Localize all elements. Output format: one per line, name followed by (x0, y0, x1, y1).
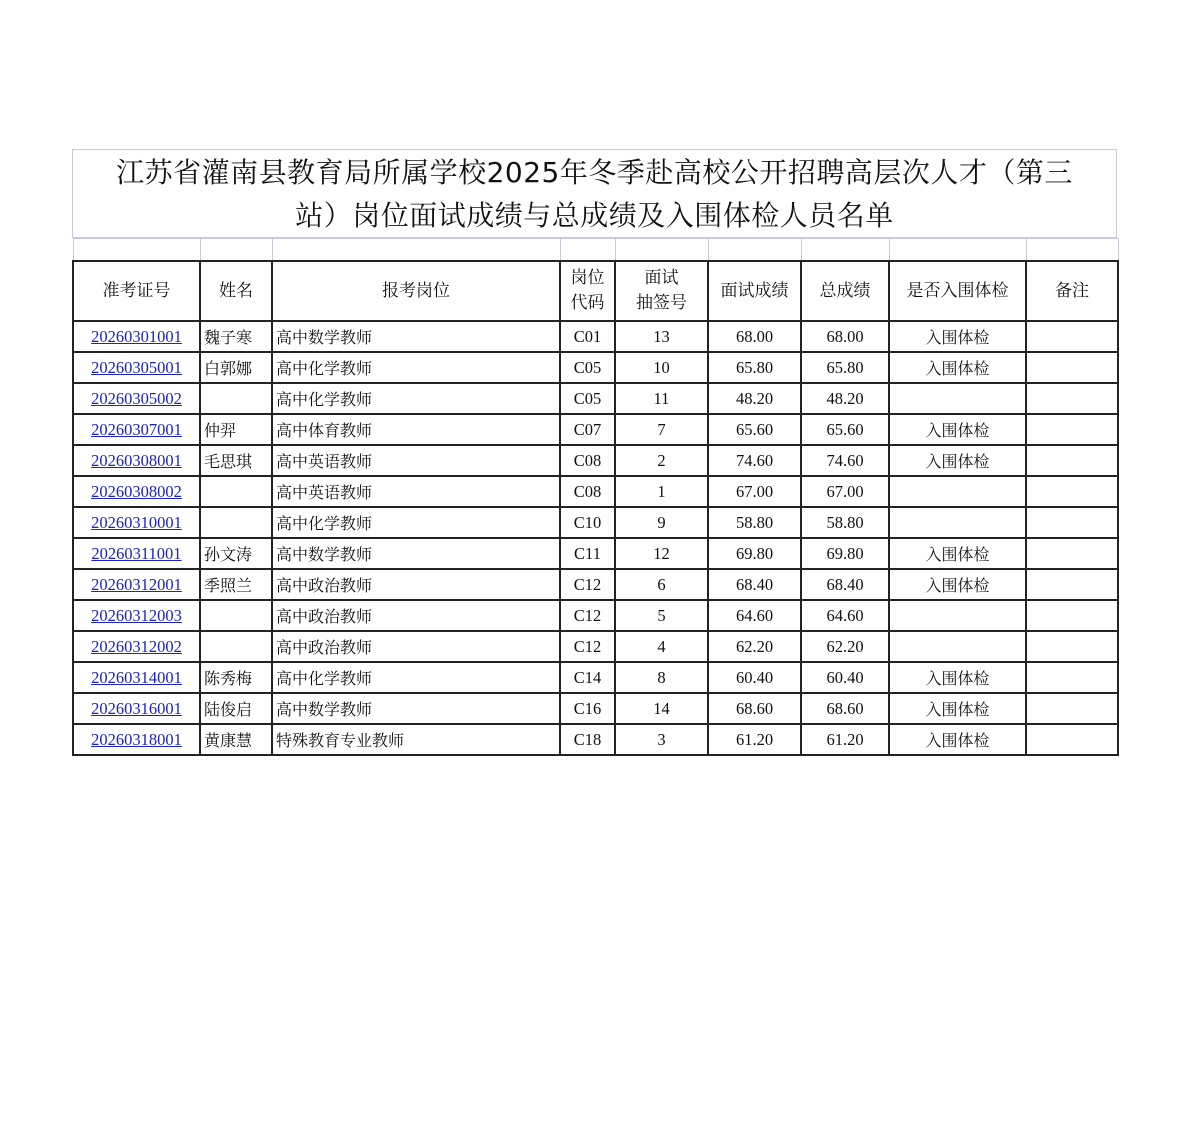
interview-score-cell (708, 724, 801, 755)
draw-number-cell (615, 724, 708, 755)
candidate-name-cell (200, 445, 272, 476)
candidate-name-cell (200, 631, 272, 662)
total-score: 74.60 (826, 450, 864, 470)
draw-number-cell (615, 445, 708, 476)
draw-number-cell (615, 662, 708, 693)
total-score-cell (801, 414, 889, 445)
interview-score-cell (708, 414, 801, 445)
exam-id-link-cell (73, 507, 200, 538)
applied-post-cell (272, 662, 560, 693)
header-interview-score: 面试成绩 (708, 261, 801, 321)
interview-score: 68.40 (735, 574, 774, 594)
remark-cell (1026, 414, 1118, 445)
candidate-name-cell (200, 507, 272, 538)
physical-exam-status-cell (889, 569, 1026, 600)
applied-post-cell (272, 631, 560, 662)
table-row (73, 445, 1118, 476)
post-code: C12 (573, 574, 602, 594)
candidate-name: 黄康慧 (204, 731, 253, 750)
post-code-cell (560, 724, 615, 755)
draw-number: 6 (657, 574, 666, 594)
candidate-name: 陆俊启 (204, 700, 253, 719)
candidate-name-cell (200, 693, 272, 724)
draw-number-cell (615, 538, 708, 569)
total-score-cell (801, 321, 889, 352)
total-score-cell (801, 724, 889, 755)
applied-post: 高中化学教师 (276, 514, 373, 533)
candidate-name: 白郭娜 (204, 359, 253, 378)
candidate-name-cell (200, 662, 272, 693)
draw-number-cell (615, 383, 708, 414)
exam-id-link-cell (73, 631, 200, 662)
table-row (73, 321, 1118, 352)
candidate-name: 魏子寒 (204, 328, 253, 347)
physical-exam-status: 入围体检 (925, 359, 990, 378)
candidate-name: 陈秀梅 (204, 669, 253, 688)
draw-number: 13 (653, 326, 670, 346)
physical-exam-status: 入围体检 (925, 328, 990, 347)
applied-post: 高中体育教师 (276, 421, 373, 440)
applied-post-cell (272, 476, 560, 507)
draw-number: 14 (653, 698, 670, 718)
total-score: 61.20 (826, 729, 864, 749)
table-row (73, 538, 1118, 569)
total-score: 65.80 (826, 357, 864, 377)
table-row (73, 662, 1118, 693)
draw-number-cell (615, 600, 708, 631)
total-score-cell (801, 600, 889, 631)
interview-score: 69.80 (735, 543, 774, 563)
total-score: 64.60 (826, 605, 864, 625)
remark-cell (1026, 724, 1118, 755)
interview-score: 65.60 (735, 419, 774, 439)
total-score-cell (801, 507, 889, 538)
physical-exam-status-cell (889, 476, 1026, 507)
header-id: 准考证号 (73, 261, 200, 321)
post-code-cell (560, 507, 615, 538)
interview-score: 65.80 (735, 357, 774, 377)
physical-exam-status-cell (889, 383, 1026, 414)
remark-cell (1026, 321, 1118, 352)
post-code: C08 (573, 450, 602, 470)
exam-id-link-cell (73, 352, 200, 383)
post-code-cell (560, 383, 615, 414)
applied-post: 高中政治教师 (276, 607, 373, 626)
exam-id-link[interactable]: 20260307001 (91, 419, 182, 439)
table-row (73, 693, 1118, 724)
title-box (72, 149, 1117, 238)
draw-number: 4 (657, 636, 666, 656)
post-code: C11 (574, 543, 601, 563)
candidate-name-cell (200, 321, 272, 352)
physical-exam-status: 入围体检 (925, 731, 990, 750)
remark-cell (1026, 507, 1118, 538)
exam-id-link[interactable]: 20260311001 (91, 543, 182, 563)
remark-cell (1026, 445, 1118, 476)
interview-score: 74.60 (735, 450, 774, 470)
interview-score: 64.60 (735, 605, 774, 625)
candidate-name: 仲羿 (204, 421, 237, 440)
exam-id-link[interactable]: 20260308002 (91, 481, 182, 501)
physical-exam-status: 入围体检 (925, 421, 990, 440)
exam-id-link-cell (73, 693, 200, 724)
total-score: 69.80 (826, 543, 864, 563)
interview-score-cell (708, 352, 801, 383)
header-remark: 备注 (1026, 261, 1118, 321)
post-code-cell (560, 414, 615, 445)
post-code: C14 (573, 667, 602, 687)
exam-id-link-cell (73, 724, 200, 755)
total-score: 58.80 (826, 512, 864, 532)
interview-score-cell (708, 662, 801, 693)
exam-id-link-cell (73, 445, 200, 476)
spacer-row (73, 239, 1118, 262)
exam-id-link[interactable]: 20260316001 (91, 698, 182, 718)
applied-post: 高中政治教师 (276, 638, 373, 657)
draw-number: 5 (657, 605, 666, 625)
applied-post: 高中数学教师 (276, 700, 373, 719)
table-row (73, 476, 1118, 507)
post-code: C07 (573, 419, 602, 439)
exam-id-link[interactable]: 20260312002 (91, 636, 182, 656)
interview-score: 61.20 (735, 729, 774, 749)
exam-id-link-cell (73, 321, 200, 352)
post-code-cell (560, 662, 615, 693)
interview-score-cell (708, 693, 801, 724)
applied-post-cell (272, 445, 560, 476)
interview-score: 68.60 (735, 698, 774, 718)
post-code: C12 (573, 636, 602, 656)
applied-post-cell (272, 414, 560, 445)
candidate-name-cell (200, 724, 272, 755)
draw-number-cell (615, 476, 708, 507)
post-code: C12 (573, 605, 602, 625)
total-score-cell (801, 569, 889, 600)
physical-exam-status-cell (889, 600, 1026, 631)
physical-exam-status: 入围体检 (925, 452, 990, 471)
draw-number: 10 (653, 357, 670, 377)
post-code: C05 (573, 388, 602, 408)
applied-post: 高中英语教师 (276, 483, 373, 502)
remark-cell (1026, 662, 1118, 693)
table-row (73, 352, 1118, 383)
draw-number-cell (615, 507, 708, 538)
post-code-cell (560, 476, 615, 507)
total-score-cell (801, 476, 889, 507)
draw-number: 3 (657, 729, 666, 749)
total-score-cell (801, 383, 889, 414)
post-code-cell (560, 445, 615, 476)
remark-cell (1026, 631, 1118, 662)
exam-id-link-cell (73, 414, 200, 445)
exam-id-link[interactable]: 20260305001 (91, 357, 182, 377)
interview-score-cell (708, 383, 801, 414)
interview-score: 68.00 (735, 326, 774, 346)
physical-exam-status-cell (889, 662, 1026, 693)
applied-post-cell (272, 352, 560, 383)
interview-score: 67.00 (735, 481, 774, 501)
exam-id-link-cell (73, 476, 200, 507)
interview-score-cell (708, 321, 801, 352)
physical-exam-status-cell (889, 693, 1026, 724)
physical-exam-status-cell (889, 507, 1026, 538)
draw-number: 11 (653, 388, 670, 408)
candidate-name-cell (200, 383, 272, 414)
draw-number: 9 (657, 512, 666, 532)
post-code: C05 (573, 357, 602, 377)
exam-id-link-cell (73, 569, 200, 600)
header-total-score: 总成绩 (801, 261, 889, 321)
draw-number-cell (615, 414, 708, 445)
draw-number: 8 (657, 667, 666, 687)
candidate-name-cell (200, 600, 272, 631)
draw-number-cell (615, 631, 708, 662)
total-score: 62.20 (826, 636, 864, 656)
header-physical-exam: 是否入围体检 (889, 261, 1026, 321)
remark-cell (1026, 600, 1118, 631)
physical-exam-status-cell (889, 321, 1026, 352)
interview-score-cell (708, 538, 801, 569)
table-row (73, 383, 1118, 414)
post-code-cell (560, 538, 615, 569)
draw-number-cell (615, 569, 708, 600)
header-draw-line2: 抽签号 (636, 293, 687, 313)
remark-cell (1026, 569, 1118, 600)
exam-id-link[interactable]: 20260312001 (91, 574, 182, 594)
candidate-name-cell (200, 538, 272, 569)
total-score: 48.20 (826, 388, 864, 408)
candidate-name-cell (200, 414, 272, 445)
total-score-cell (801, 631, 889, 662)
interview-score-cell (708, 569, 801, 600)
applied-post-cell (272, 569, 560, 600)
draw-number: 12 (653, 543, 670, 563)
draw-number-cell (615, 352, 708, 383)
physical-exam-status: 入围体检 (925, 700, 990, 719)
interview-score: 62.20 (735, 636, 774, 656)
applied-post: 高中化学教师 (276, 390, 373, 409)
total-score-cell (801, 445, 889, 476)
remark-cell (1026, 476, 1118, 507)
page-title: 江苏省灌南县教育局所属学校2025年冬季赴高校公开招聘高层次人才（第三站）岗位面试成绩与总成绩及入围体检人员名单 (116, 155, 1073, 232)
total-score-cell (801, 662, 889, 693)
candidate-name: 季照兰 (204, 576, 253, 595)
table-row (73, 600, 1118, 631)
candidate-name: 毛思琪 (204, 452, 253, 471)
table-row (73, 414, 1118, 445)
physical-exam-status-cell (889, 631, 1026, 662)
applied-post: 高中英语教师 (276, 452, 373, 471)
total-score-cell (801, 538, 889, 569)
candidate-name-cell (200, 352, 272, 383)
applied-post-cell (272, 724, 560, 755)
header-draw-line1: 面试 (644, 268, 679, 288)
total-score: 68.00 (826, 326, 864, 346)
applied-post-cell (272, 383, 560, 414)
post-code-cell (560, 352, 615, 383)
post-code: C16 (573, 698, 602, 718)
results-sheet (72, 149, 1117, 756)
header-post: 报考岗位 (272, 261, 560, 321)
table-body (73, 321, 1118, 755)
applied-post: 高中政治教师 (276, 576, 373, 595)
post-code-cell (560, 693, 615, 724)
physical-exam-status: 入围体检 (925, 576, 990, 595)
candidate-name: 孙文涛 (204, 545, 253, 564)
header-code-line2: 代码 (570, 293, 605, 313)
interview-score: 60.40 (735, 667, 774, 687)
post-code: C08 (573, 481, 602, 501)
applied-post-cell (272, 538, 560, 569)
table-row (73, 569, 1118, 600)
physical-exam-status-cell (889, 538, 1026, 569)
post-code-cell (560, 569, 615, 600)
candidate-name-cell (200, 569, 272, 600)
total-score-cell (801, 352, 889, 383)
exam-id-link[interactable]: 20260301001 (91, 326, 182, 346)
interview-score: 48.20 (735, 388, 774, 408)
post-code-cell (560, 600, 615, 631)
exam-id-link[interactable]: 20260308001 (91, 450, 182, 470)
interview-score-cell (708, 507, 801, 538)
physical-exam-status: 入围体检 (925, 545, 990, 564)
header-code (560, 261, 615, 321)
header-draw (615, 261, 708, 321)
applied-post-cell (272, 507, 560, 538)
remark-cell (1026, 538, 1118, 569)
header-name: 姓名 (200, 261, 272, 321)
post-code-cell (560, 631, 615, 662)
exam-id-link-cell (73, 600, 200, 631)
post-code: C01 (573, 326, 602, 346)
exam-id-link-cell (73, 662, 200, 693)
applied-post: 特殊教育专业教师 (276, 731, 405, 750)
applied-post-cell (272, 693, 560, 724)
interview-score-cell (708, 476, 801, 507)
results-table (72, 238, 1119, 756)
applied-post-cell (272, 321, 560, 352)
post-code-cell (560, 321, 615, 352)
applied-post: 高中数学教师 (276, 328, 373, 347)
total-score: 68.40 (826, 574, 864, 594)
remark-cell (1026, 383, 1118, 414)
post-code: C18 (573, 729, 602, 749)
physical-exam-status-cell (889, 724, 1026, 755)
exam-id-link[interactable]: 20260312003 (91, 605, 182, 625)
applied-post: 高中数学教师 (276, 545, 373, 564)
physical-exam-status: 入围体检 (925, 669, 990, 688)
candidate-name-cell (200, 476, 272, 507)
physical-exam-status-cell (889, 352, 1026, 383)
table-row (73, 724, 1118, 755)
header-code-line1: 岗位 (570, 268, 605, 288)
exam-id-link-cell (73, 538, 200, 569)
total-score: 68.60 (826, 698, 864, 718)
interview-score-cell (708, 631, 801, 662)
draw-number-cell (615, 321, 708, 352)
exam-id-link[interactable]: 20260318001 (91, 729, 182, 749)
table-row (73, 507, 1118, 538)
remark-cell (1026, 352, 1118, 383)
remark-cell (1026, 693, 1118, 724)
draw-number: 7 (657, 419, 666, 439)
interview-score-cell (708, 445, 801, 476)
applied-post: 高中化学教师 (276, 669, 373, 688)
physical-exam-status-cell (889, 414, 1026, 445)
draw-number: 2 (657, 450, 666, 470)
post-code: C10 (573, 512, 602, 532)
interview-score: 58.80 (735, 512, 774, 532)
draw-number: 1 (657, 481, 666, 501)
exam-id-link[interactable]: 20260314001 (91, 667, 182, 687)
total-score: 60.40 (826, 667, 864, 687)
applied-post-cell (272, 600, 560, 631)
applied-post: 高中化学教师 (276, 359, 373, 378)
interview-score-cell (708, 600, 801, 631)
exam-id-link-cell (73, 383, 200, 414)
total-score: 65.60 (826, 419, 864, 439)
exam-id-link[interactable]: 20260310001 (91, 512, 182, 532)
total-score: 67.00 (826, 481, 864, 501)
total-score-cell (801, 693, 889, 724)
physical-exam-status-cell (889, 445, 1026, 476)
exam-id-link[interactable]: 20260305002 (91, 388, 182, 408)
table-row (73, 631, 1118, 662)
header-row (73, 261, 1118, 321)
draw-number-cell (615, 693, 708, 724)
